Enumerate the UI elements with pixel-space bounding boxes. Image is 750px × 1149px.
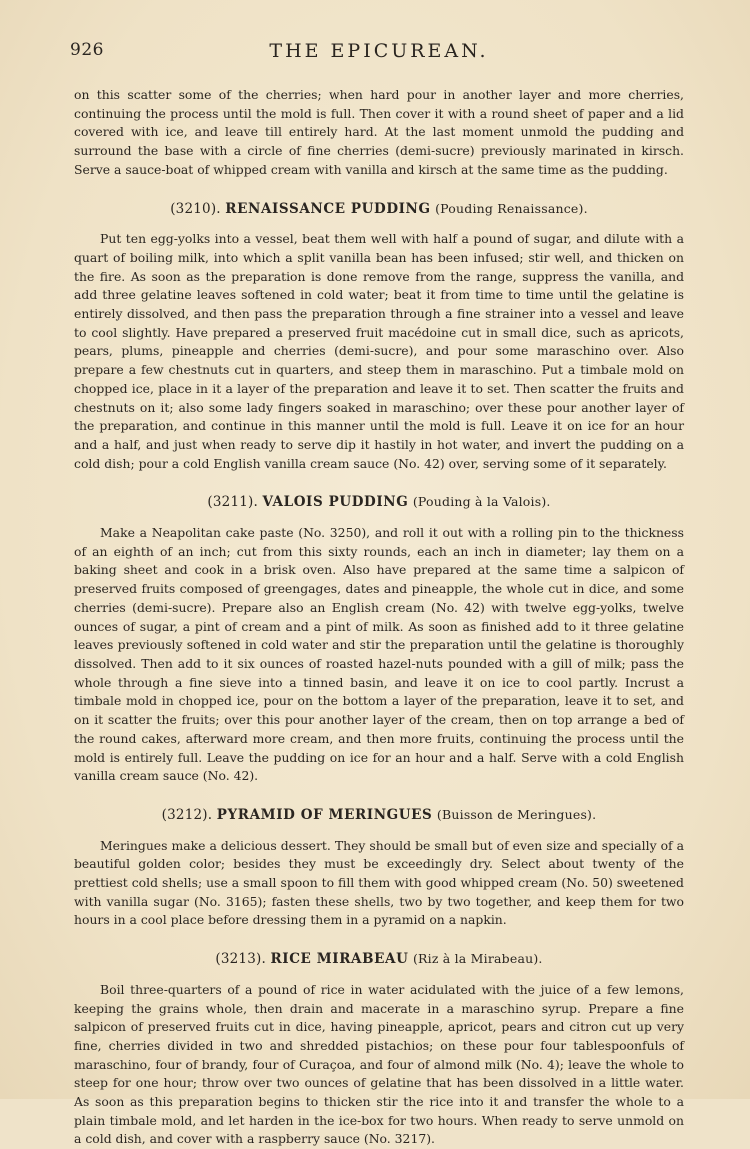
recipe-heading: [74, 806, 684, 825]
recipe-subtitle: (Buisson de Meringues).: [436, 806, 597, 822]
recipe-name: PYRAMID OF MERINGUES: [216, 806, 433, 823]
recipe-body: Put ten egg-yolks into a vessel, beat them well with half a pound of sugar, and dilute with a quart of boiling milk, into which a split vanilla bean has been infused; stir well, and thicken on the fire. As soon as the preparation is done remove from the range, suppress the vanilla, and add three gelatine leaves softened in cold water; beat it from time to time until the gelatine is entirely dissolved, and then pass the preparation through a fine strainer into a vessel and leave to cool slightly. Have prepared a preserved fruit macédoine cut in small dice, such as apricots, pears, plums, pineapple and cherries (demi-sucre), and pour some maraschino over. Also prepare a few chestnuts cut in quarters, and steep them in maraschino. Put a timbale mold on chopped ice, place in it a layer of the preparation and leave it to set. Then scatter the fruits and chestnuts on it; also some lady fingers soaked in maraschino; over these pour another layer of the preparation, and continue in this manner until the mold is full. Leave it on ice for an hour and a half, and just when ready to serve dip it hastily in hot water, and invert the pudding on a cold dish; pour a cold English vanilla cream sauce (No. 42) over, serving some of it separately.: [74, 231, 684, 471]
intro-paragraph: on this scatter some of the cherries; when hard pour in another layer and more cherries, continuing the process until the mold is full. Then cover it with a round sheet of paper and a lid covered with ice, and leave till entirely hard. At the last moment unmold the pudding and surround the base with a circle of fine cherries (demi-sucre) previously marinated in kirsch. Serve a sauce-boat of whipped cream with vanilla and kirsch at the same time as the pudding.: [74, 87, 684, 177]
recipe-number: (3210).: [170, 200, 221, 217]
recipe-subtitle: (Riz à la Mirabeau).: [412, 951, 543, 967]
recipe-heading: [74, 493, 684, 512]
recipe-number: (3211).: [207, 494, 258, 511]
page-header: [70, 40, 688, 64]
recipe-number: (3212).: [161, 806, 213, 823]
recipe-name: RENAISSANCE PUDDING: [225, 200, 431, 217]
recipe-body: Meringues make a delicious dessert. They should be small but of even size and specially of a beautiful golden color; besides they must be exceedingly dry. Select about twenty of the prettiest cold shells; use a small spoon to fill them with good whipped cream (No. 50) sweetened with vanilla sugar (No. 3165); fasten these shells, two by two together, and keep them for two hours in a cool place before dressing them in a pyramid on a napkin.: [74, 837, 684, 928]
page-body: [74, 86, 684, 1149]
page-number: 926: [70, 40, 104, 60]
running-title: THE EPICUREAN.: [269, 40, 489, 62]
recipe-heading: [74, 950, 684, 969]
recipe-heading: [74, 200, 684, 219]
recipe-number: (3213).: [215, 951, 266, 968]
recipe-name: VALOIS PUDDING: [262, 494, 409, 511]
recipe-name: RICE MIRABEAU: [270, 951, 409, 968]
recipe-body: Make a Neapolitan cake paste (No. 3250), and roll it out with a rolling pin to the thickness of an eighth of an inch; cut from this sixty rounds, each an inch in diameter; lay them on a baking sheet and cook in a brisk oven. Also have prepared at the same time a salpicon of preserved fruits composed of greengages, dates and pineapple, the whole cut in dice, and some cherries (demi-sucre). Prepare also an English cream (No. 42) with twelve egg-yolks, twelve ounces of sugar, a pint of cream and a pint of milk. As soon as finished add to it three gelatine leaves previously softened in cold water and stir the preparation until the gelatine is thoroughly dissolved. Then add to it six ounces of roasted hazel-nuts pounded with a gill of milk; pass the whole through a fine sieve into a tinned basin, and leave it on ice to cool partly. Incrust a timbale mold in chopped ice, pour on the bottom a layer of the preparation, leave it to set, and on it scatter the fruits; over this pour another layer of the cream, then on top arrange a bed of the round cakes, afterward more cream, and then more fruits, continuing the process until the mold is entirely full. Leave the pudding on ice for an hour and a half. Serve with a cold English vanilla cream sauce (No. 42).: [74, 525, 684, 784]
recipe-subtitle: (Pouding à la Valois).: [412, 494, 551, 510]
recipe-body: Boil three-quarters of a pound of rice in water acidulated with the juice of a few lemons, keeping the grains whole, then drain and macerate in a maraschino syrup. Prepare a fine salpicon of preserved fruits cut in dice, having pineapple, apricot, pears and citron cut up very fine, cherries divided in two and shredded pistachios; on these pour four tablespoonfuls of maraschino, four of brandy, four of Curaçoa, and four of almond milk (No. 4); leave the whole to steep for one hour; throw over two ounces of gelatine that has been dissolved in a little water. As soon as this preparation begins to thicken stir the rice into it and transfer the whole to a plain timbale mold, and let harden in the ice-box for two hours. When ready to serve unmold on a cold dish, and cover with a raspberry sauce (No. 3217).: [74, 981, 684, 1147]
recipe-subtitle: (Pouding Renaissance).: [435, 200, 588, 216]
